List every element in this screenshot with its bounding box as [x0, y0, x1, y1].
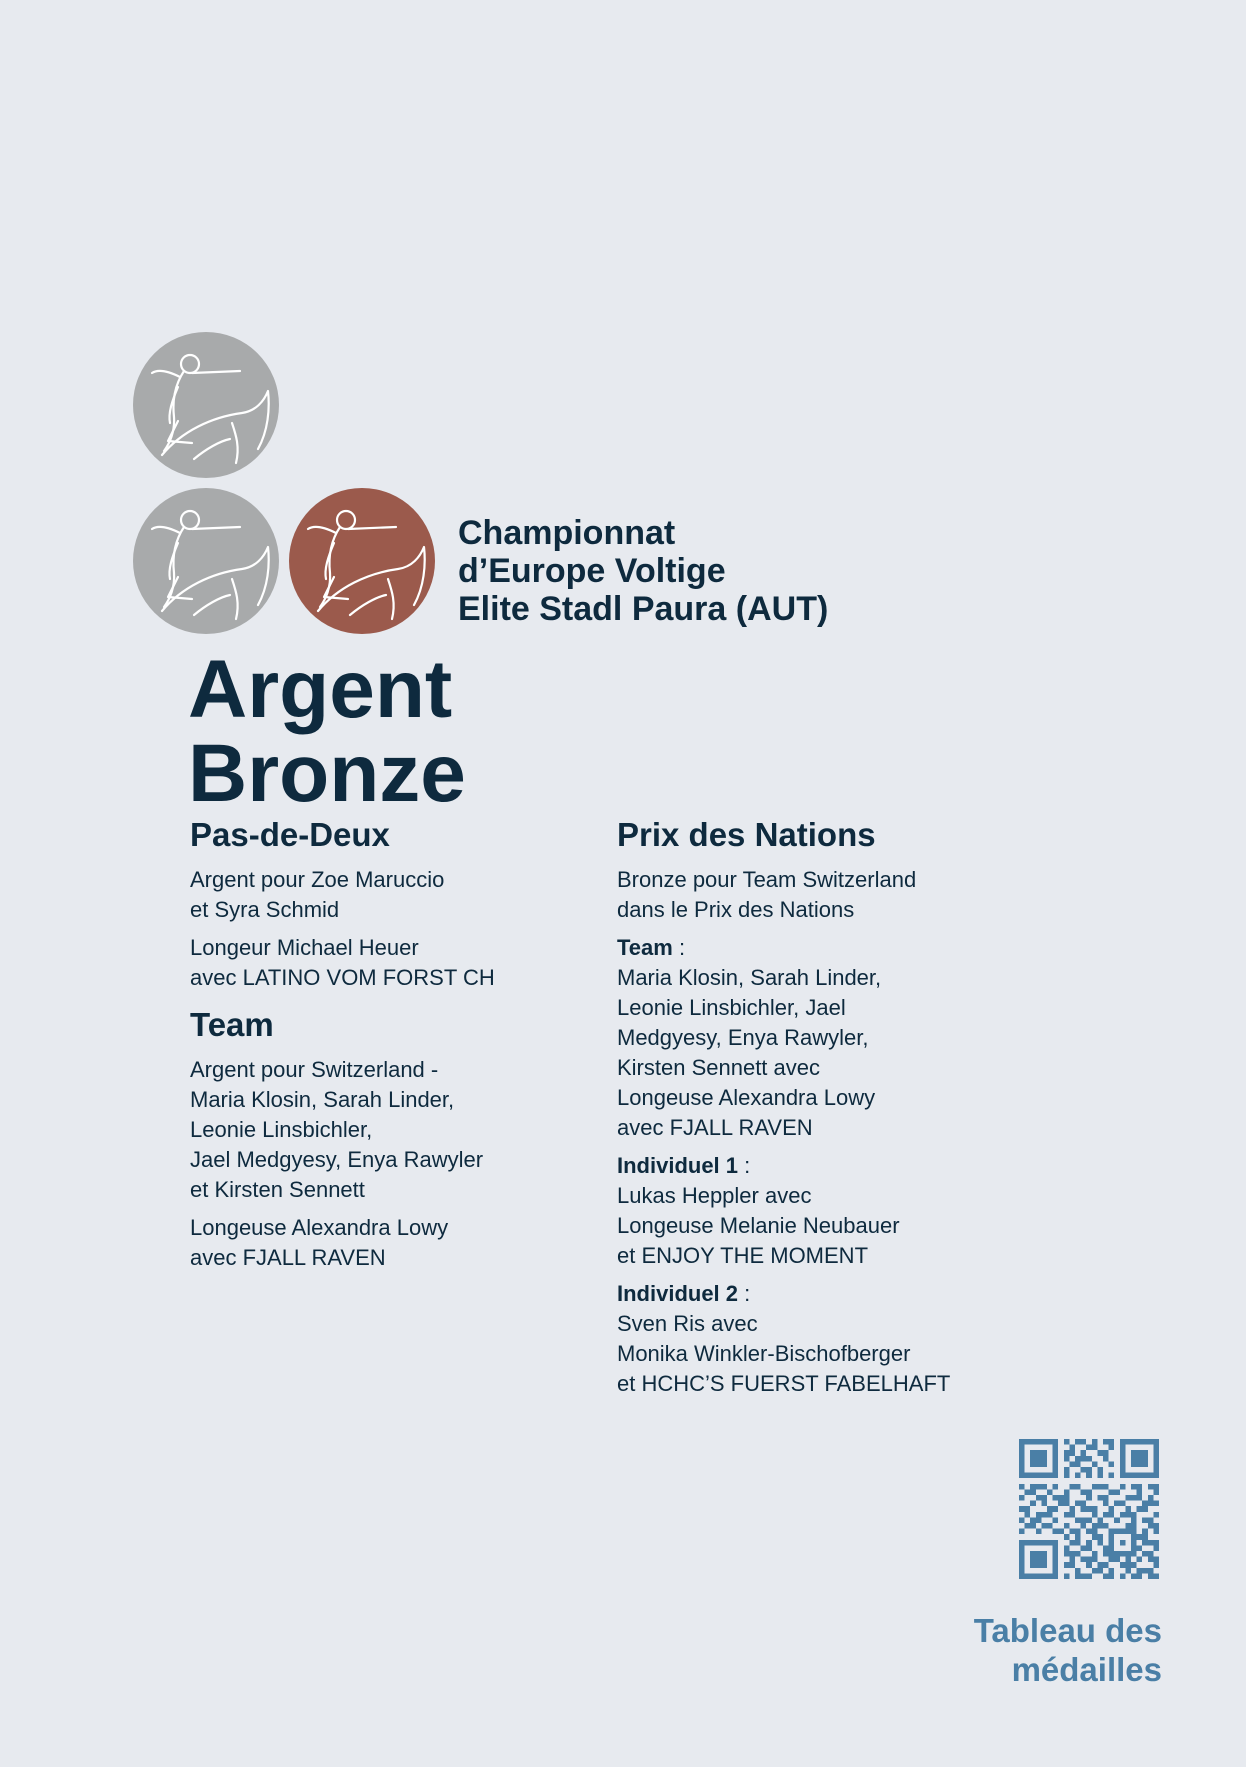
text-line: Medgyesy, Enya Rawyler,	[617, 1025, 869, 1050]
qr-caption-line: Tableau des	[973, 1612, 1162, 1649]
text-line: Bronze pour Team Switzerland	[617, 867, 917, 892]
headline-bronze: Bronze	[188, 728, 466, 819]
text-line: Argent pour Zoe Maruccio	[190, 867, 445, 892]
sub-label-colon: :	[738, 1281, 751, 1306]
text-line: avec LATINO VOM FORST CH	[190, 965, 495, 990]
qr-caption-link[interactable]	[974, 1611, 1162, 1689]
text-line: Argent pour Switzerland -	[190, 1057, 439, 1082]
sub-label-colon: :	[738, 1153, 751, 1178]
text-line: avec FJALL RAVEN	[190, 1245, 386, 1270]
text-line: Leonie Linsbichler,	[190, 1117, 373, 1142]
sub-label-text: Individuel 1	[617, 1153, 739, 1178]
text-line: dans le Prix des Nations	[617, 897, 855, 922]
individuel-2-block	[617, 1279, 1037, 1399]
text-line: Sven Ris avec	[617, 1311, 758, 1336]
text-line: Maria Klosin, Sarah Linder,	[190, 1087, 455, 1112]
text-line: Maria Klosin, Sarah Linder,	[617, 965, 882, 990]
sub-label-colon: :	[672, 935, 686, 960]
text-line: Leonie Linsbichler, Jael	[617, 995, 846, 1020]
silver-medal-icon	[132, 487, 280, 635]
team-block	[617, 933, 1037, 1143]
text-line: Jael Medgyesy, Enya Rawyler	[190, 1147, 484, 1172]
sub-label-text: Individuel 2	[617, 1281, 739, 1306]
event-title-line: Elite Stadl Paura (AUT)	[458, 590, 829, 628]
text-line: et Kirsten Sennett	[190, 1177, 365, 1202]
qr-code-icon[interactable]	[1019, 1439, 1159, 1579]
sub-label-text: Team	[617, 935, 673, 960]
individuel-1-block	[617, 1151, 1037, 1271]
paragraph	[190, 865, 610, 925]
headline-argent: Argent	[188, 644, 453, 735]
text-line: Longeuse Melanie Neubauer	[617, 1213, 900, 1238]
text-line: Longeuse Alexandra Lowy	[617, 1085, 876, 1110]
section-heading-team: Team	[190, 1006, 274, 1043]
event-title	[458, 514, 828, 628]
text-line: et ENJOY THE MOMENT	[617, 1243, 869, 1268]
text-line: Longeur Michael Heuer	[190, 935, 419, 960]
text-line: et Syra Schmid	[190, 897, 340, 922]
section-heading-prix-des-nations: Prix des Nations	[617, 816, 876, 853]
left-column	[190, 815, 610, 1281]
text-line: Kirsten Sennett avec	[617, 1055, 821, 1080]
event-title-line: Championnat	[458, 514, 676, 552]
sub-label	[617, 933, 1037, 963]
silver-medal-icon	[132, 331, 280, 479]
text-line: avec FJALL RAVEN	[617, 1115, 813, 1140]
event-title-line: d’Europe Voltige	[458, 552, 726, 590]
paragraph	[190, 1213, 610, 1273]
text-line: Lukas Heppler avec	[617, 1183, 812, 1208]
paragraph	[190, 1055, 610, 1205]
sub-label	[617, 1279, 1037, 1309]
text-line: Longeuse Alexandra Lowy	[190, 1215, 449, 1240]
paragraph	[617, 865, 1037, 925]
sub-label	[617, 1151, 1037, 1181]
page-title	[188, 644, 466, 819]
text-line: et HCHC’S FUERST FABELHAFT	[617, 1371, 951, 1396]
bronze-medal-icon	[288, 487, 436, 635]
right-column	[617, 815, 1037, 1407]
qr-caption-line: médailles	[1011, 1651, 1162, 1688]
text-line: Monika Winkler-Bischofberger	[617, 1341, 911, 1366]
paragraph	[190, 933, 610, 993]
section-heading-pas-de-deux: Pas-de-Deux	[190, 816, 390, 853]
